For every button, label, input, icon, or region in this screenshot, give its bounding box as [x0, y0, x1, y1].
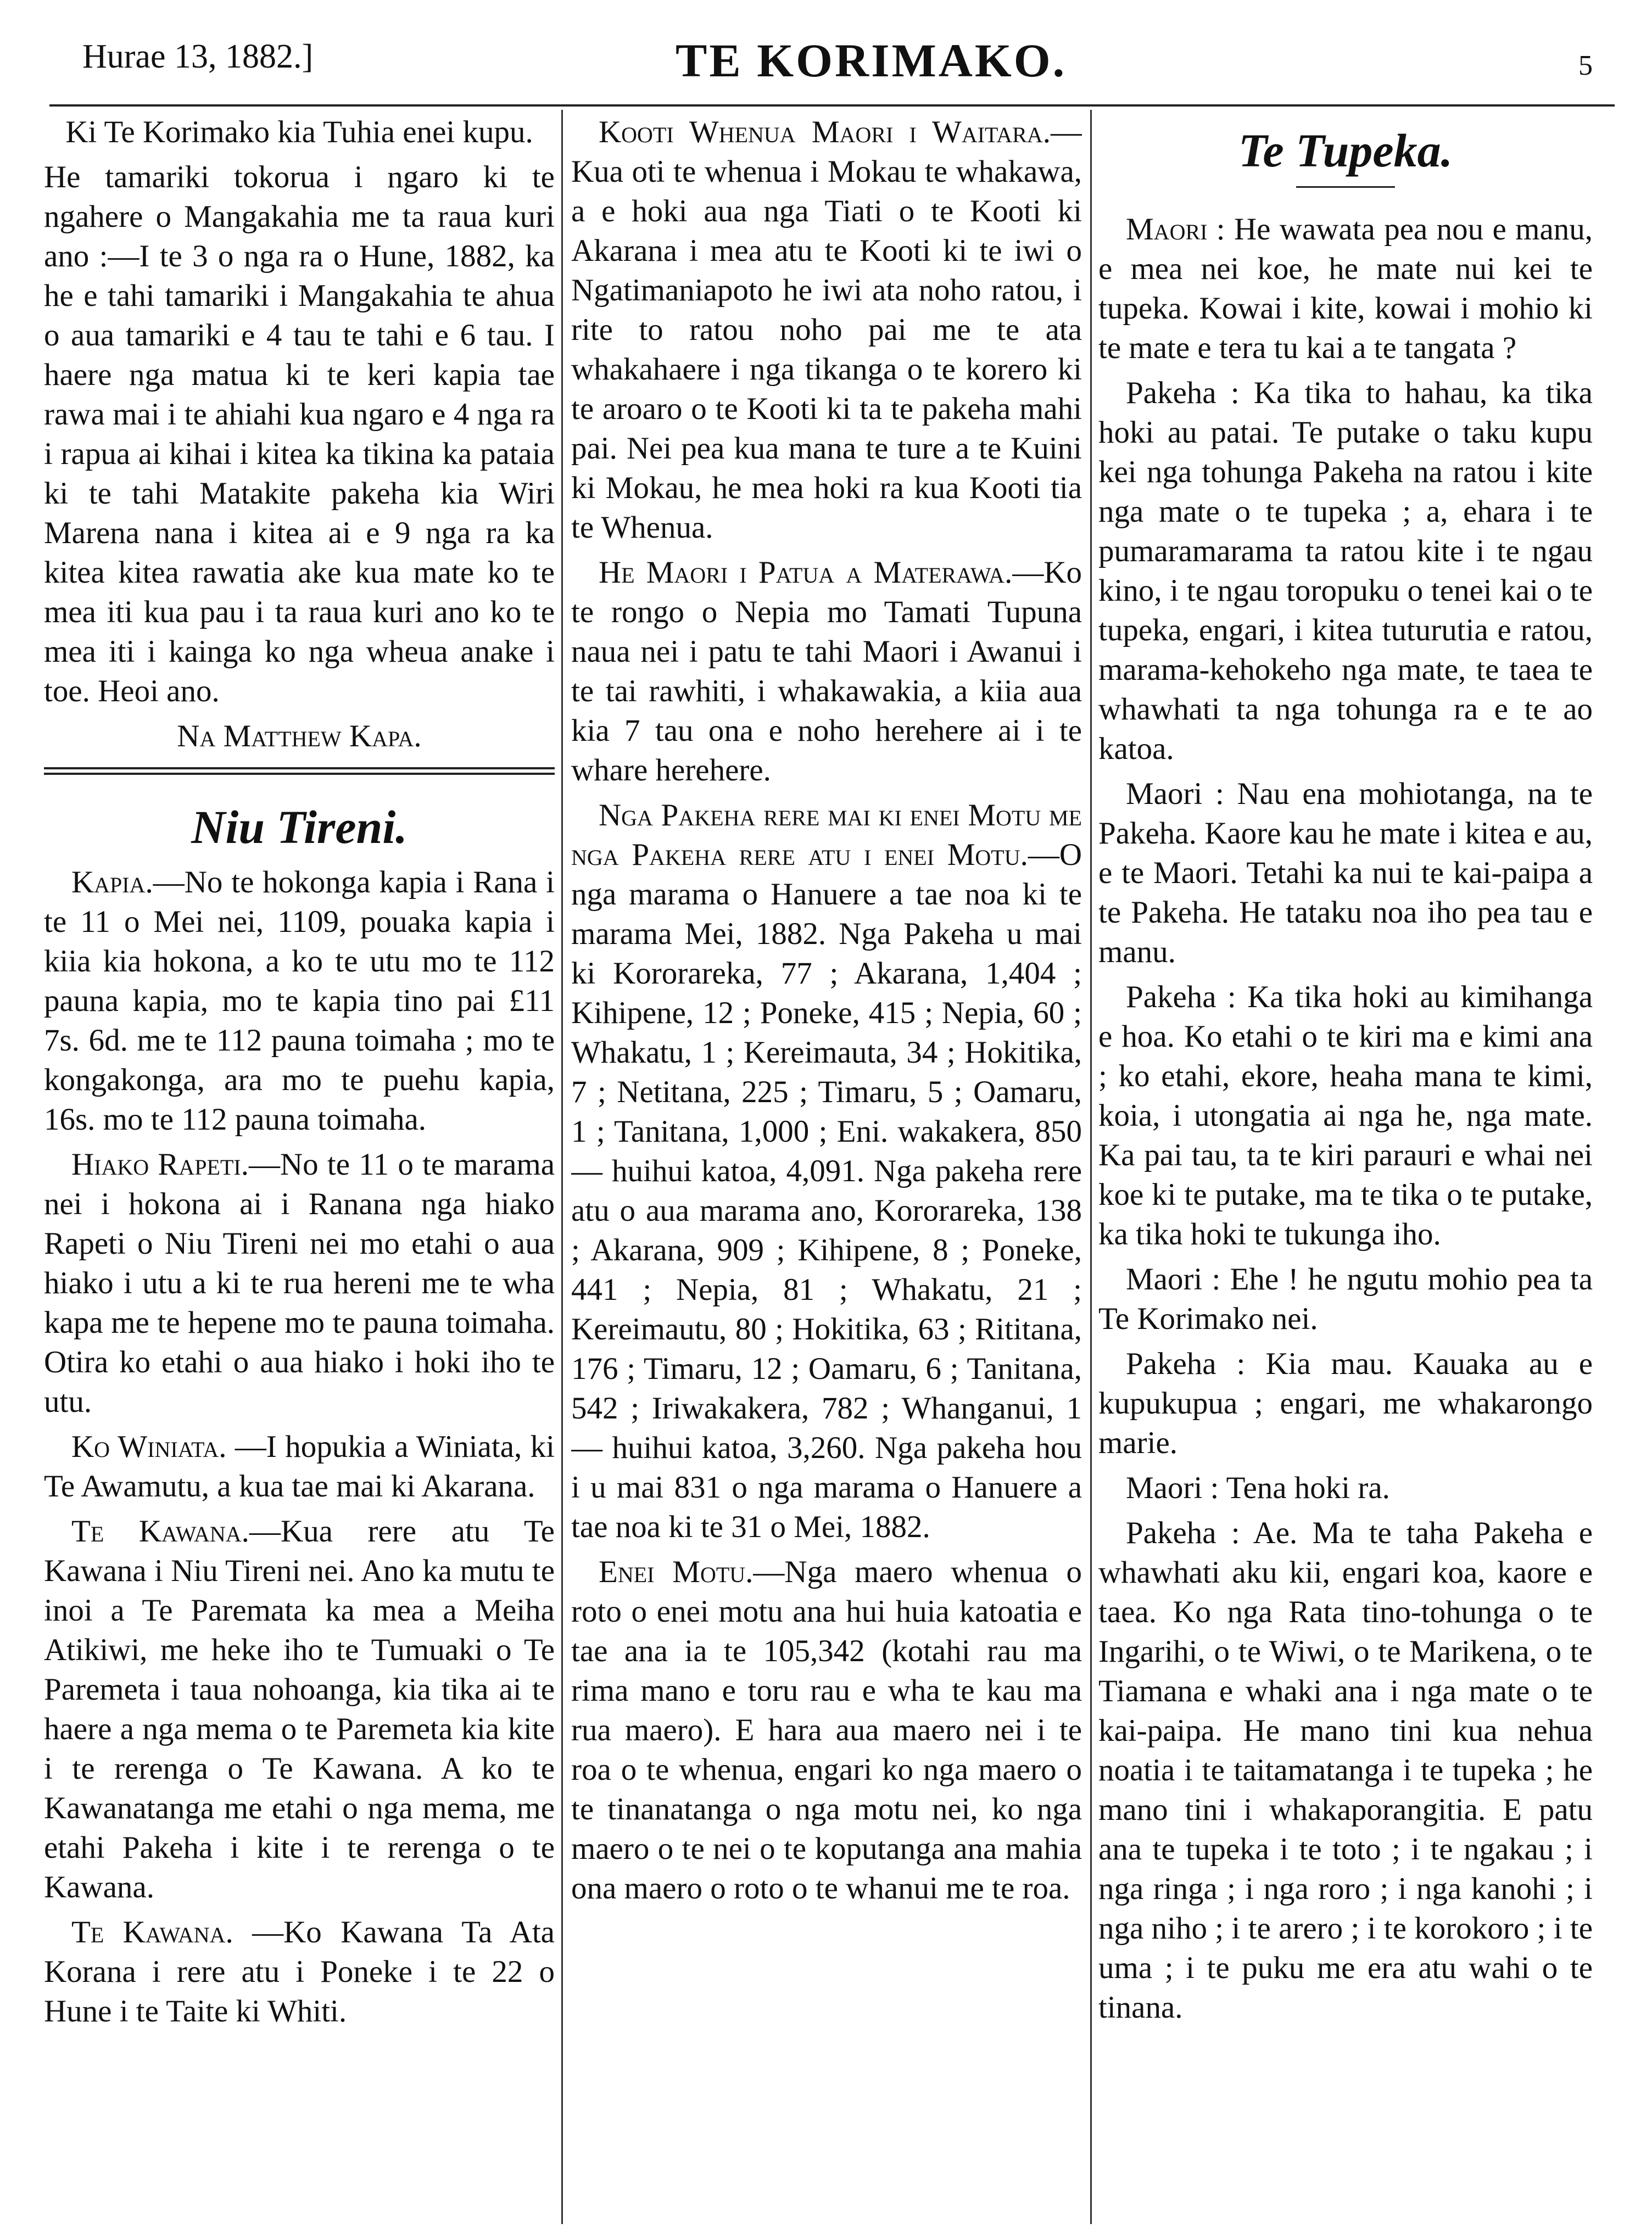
- news-item-lead: Te Kawana.: [71, 1514, 249, 1549]
- dialogue-speaker: Pakeha :: [1126, 376, 1240, 410]
- masthead-rule: [49, 104, 1615, 107]
- news-item-text: —No te 11 o te marama nei i hokona ai i Ranana nga hiako Rapeti o Niu Tireni nei mo etahi o aua hiako i utu a ki te rua hereni me te wha kapa me te hepene mo te pauna toimaha. Otira ko etahi o aua hiako i hoki iho te utu.: [44, 1147, 555, 1419]
- section-divider: [44, 767, 555, 775]
- news-item-lead: Ko Winiata.: [71, 1429, 227, 1464]
- dialogue-line: [1098, 1260, 1593, 1339]
- news-item-lead: He Maori i Patua a Materawa.: [599, 555, 1013, 590]
- news-item-lead: Te Kawana.: [71, 1915, 233, 1949]
- dialogue-line: [1098, 774, 1593, 972]
- news-item: [44, 1427, 555, 1506]
- dialogue-speaker: Maori :: [1126, 1262, 1221, 1297]
- news-item-text: —Kua rere atu Te Kawana i Niu Tireni nei. Ano ka mutu te inoi a Te Paremata ka mea a Meiha Atikiwi, me heke iho te Tumuaki o Te Paremeta i taua nohoanga, kia tika ai te haere a nga mema o te Paremeta kia kite i te rerenga o Te Kawana. A ko te Kawanatanga me etahi o nga mema, me etahi Pakeha i kite i te rerenga o te Kawana.: [44, 1514, 555, 1904]
- news-item-text: —Ko te rongo o Nepia mo Tamati Tupuna naua nei i patu te tahi Maori i Awanui i te tai rawhiti, i whakawakia, a kiia aua kia 7 tau ona e noho herehere ai i te whare herehere.: [571, 555, 1082, 787]
- news-item-text: —O nga marama o Hanuere a tae noa ki te marama Mei, 1882. Nga Pakeha u mai ki Kororareka, 77 ; Akarana, 1,404 ; Kihipene, 12 ; Poneke, 415 ; Nepia, 60 ; Whakatu, 1 ; Kereimauta, 34 ; Hokitika, 7 ; Netitana, 225 ; Timaru, 5 ; Oamaru, 1 ; Tanitana, 1,000 ; Eni. wakakera, 850 — huihui katoa, 4,091. Nga pakeha rere atu o aua marama ano, Kororareka, 138 ; Akarana, 909 ; Kihipene, 8 ; Poneke, 441 ; Nepia, 81 ; Whakatu, 21 ; Kereimautu, 80 ; Hokitika, 63 ; Rititana, 176 ; Timaru, 12 ; Oamaru, 6 ; Tanitana, 542 ; Iriwakakera, 782 ; Whanganui, 1 — huihui katoa, 3,260. Nga pakeha hou i u mai 831 o nga marama o Hanuere a tae noa ki te 31 o Mei, 1882.: [571, 837, 1082, 1544]
- news-item: [44, 1512, 555, 1907]
- dialogue-line: [1098, 210, 1593, 368]
- news-item: [44, 863, 555, 1139]
- news-item-lead: Enei Motu.: [599, 1555, 754, 1589]
- dialogue-line: [1098, 373, 1593, 769]
- letter-signature: Na Matthew Kapa.: [177, 719, 422, 753]
- dialogue-speaker: Maori :: [1126, 777, 1224, 811]
- news-item-text: —No te hokonga kapia i Rana i te 11 o Mei nei, 1109, pouaka kapia i kiia kia hokona, a ko te utu mo te 112 pauna kapia, mo te kapia tino pai £11 7s. 6d. me te 112 pauna toimaha ; mo te kongakonga, ara mo te puehu kapia, 16s. mo te 112 pauna toimaha.: [44, 865, 555, 1137]
- page-number: 5: [1578, 50, 1593, 81]
- news-item-text: —I hopukia a Winiata, ki Te Awamutu, a kua tae mai ki Akarana.: [44, 1429, 555, 1504]
- letter-body: He tamariki tokorua i ngaro ki te ngahere o Mangakahia me ta raua kuri ano :—I te 3 o nga ra o Hune, 1882, ka he e tahi tamariki i Mangakahia te ahua o aua tamariki e 4 tau te tahi e 6 tau. I haere nga matua ki te keri kapia tae rawa mai i te ahiahi kua ngaro e 4 nga ra i rapua ai kihai i kitea ka tikina ka pataia ki te tahi Matakite pakeha kia Wiri Marena nana i kitea ai e 9 nga ra ka kitea kitea rawatia ake kua mate ko te mea iti kua pau i ta raua kuri ano ko te mea iti i kainga ko nga wheua anake i toe. Heoi ano.: [44, 160, 555, 708]
- column-divider: [561, 110, 563, 2224]
- title-rule: [1296, 186, 1395, 188]
- newspaper-title: TE KORIMAKO.: [676, 34, 1067, 87]
- news-item: [571, 796, 1082, 1547]
- section-title-niu-tireni: Niu Tireni.: [191, 801, 408, 853]
- dialogue-line: [1098, 977, 1593, 1254]
- dialogue-speaker: Pakeha :: [1126, 980, 1236, 1014]
- news-item-lead: Hiako Rapeti.: [71, 1147, 249, 1182]
- dialogue-line: [1098, 1344, 1593, 1463]
- column-2: [571, 113, 1082, 2221]
- dialogue-text: Ka tika to hahau, ka tika hoki au patai. Te putake o taku kupu kei nga tohunga Pakeha na ratou i kite nga mate o te tupeka ; a, ehara i te pumaramarama ta ratou kite i te ngau kino, i te ngau toropuku o tenei kai o te tupeka, engari, i kitea tuturutia e ratou, marama-kehokeho nga mate, te taea te whawhati ta nga tohunga ra e te ao katoa.: [1098, 376, 1593, 766]
- column-3: [1098, 113, 1593, 2221]
- news-item: [571, 113, 1082, 548]
- issue-date: Hurae 13, 1882.]: [82, 38, 314, 75]
- news-item: [571, 553, 1082, 790]
- letter-heading: Ki Te Korimako kia Tuhia enei kupu.: [65, 115, 533, 149]
- news-item-lead: Nga Pakeha rere mai ki enei Motu me nga Pakeha rere atu i enei Motu.: [571, 798, 1082, 872]
- news-item: [571, 1552, 1082, 1908]
- news-item-text: —Kua oti te whenua i Mokau te whakawa, a e hoki aua nga Tiati o te Kooti ki Akarana i mea atu te Kooti ki te iwi o Ngatimaniapoto he iwi ata noho ratou, i rite to ratou noho pai me te ata whakahaere i nga tikanga o te korero ki te aroaro o te Kooti ki ta te pakeha mahi pai. Nei pea kua mana te ture a te Kuini ki Mokau, he mea hoki ra kua Kooti tia te Whenua.: [571, 115, 1082, 545]
- dialogue-line: [1098, 1468, 1593, 1508]
- dialogue-text: Ehe ! he ngutu mohio pea ta Te Korimako nei.: [1098, 1262, 1593, 1336]
- news-item: [44, 1145, 555, 1422]
- news-item-lead: Kooti Whenua Maori i Waitara.: [599, 115, 1051, 149]
- news-item-text: —Ko Kawana Ta Ata Korana i rere atu i Poneke i te 22 o Hune i te Taite ki Whiti.: [44, 1915, 555, 2029]
- column-divider: [1090, 110, 1092, 2224]
- dialogue-text: Ae. Ma te taha Pakeha e whawhati aku kii, engari koa, kaore e taea. Ko nga Rata tino-tohunga o te Ingarihi, o te Wiwi, o te Marikena, o te Tiamana e whaki ana i nga mate o te kai-paipa. He mano tini kua nehua noatia i te taitamatanga i te tupeka ; he mano tini i whakaporangitia. E patu ana te tupeka i te toto ; i te ngakau ; i nga ringa ; i nga roro ; i nga kanohi ; i nga niho ; i te arero ; i te korokoro ; i te uma ; i te puku me era atu wahi o te tinana.: [1098, 1516, 1593, 2025]
- news-item-text: —Nga maero whenua o roto o enei motu ana hui huia katoatia e tae ana ia te 105,342 (kotahi rau ma rima mano e toru rau e wha te kau ma rua maero). E hara aua maero nei i te roa o te whenua, engari ko nga maero o te tinanatanga o nga motu nei, ko nga maero o te nei o te koputanga ana mahia ona maero o roto o te whanui me te roa.: [571, 1555, 1082, 1906]
- dialogue-text: Tena hoki ra.: [1219, 1471, 1390, 1505]
- dialogue-speaker: Pakeha :: [1126, 1516, 1240, 1550]
- masthead: [38, 33, 1615, 99]
- news-item-lead: Kapia.: [71, 865, 153, 900]
- dialogue-text: Kia mau. Kauaka au e kupukupua ; engari, me whakarongo marie.: [1098, 1347, 1593, 1460]
- dialogue-speaker: Maori :: [1126, 212, 1225, 247]
- dialogue-text: Nau ena mohiotanga, na te Pakeha. Kaore kau he mate i kitea e au, e te Maori. Tetahi ka nui te kai-paipa a te Pakeha. He tataku noa iho pea tau e manu.: [1098, 777, 1593, 969]
- news-item: [44, 1913, 555, 2031]
- dialogue-speaker: Maori :: [1126, 1471, 1219, 1505]
- dialogue-speaker: Pakeha :: [1126, 1347, 1246, 1381]
- column-1: [44, 113, 555, 2221]
- section-title-te-tupeka: Te Tupeka.: [1238, 124, 1453, 177]
- dialogue-line: [1098, 1513, 1593, 2027]
- dialogue-text: Ka tika hoki au kimihanga e hoa. Ko etahi o te kiri ma e kimi ana ; ko etahi, ekore, heaha mana te kimi, koia, i utongatia ai nga he, nga mate. Ka pai tau, ta te kiri parauri e whai nei koe ki te putake, ma te tika o te putake, ka tika hoki te tukunga iho.: [1098, 980, 1593, 1252]
- dialogue-text: He wawata pea nou e manu, e mea nei koe, he mate nui kei te tupeka. Kowai i kite, kowai i mohio ki te mate e tera tu kai a te tangata ?: [1098, 212, 1593, 365]
